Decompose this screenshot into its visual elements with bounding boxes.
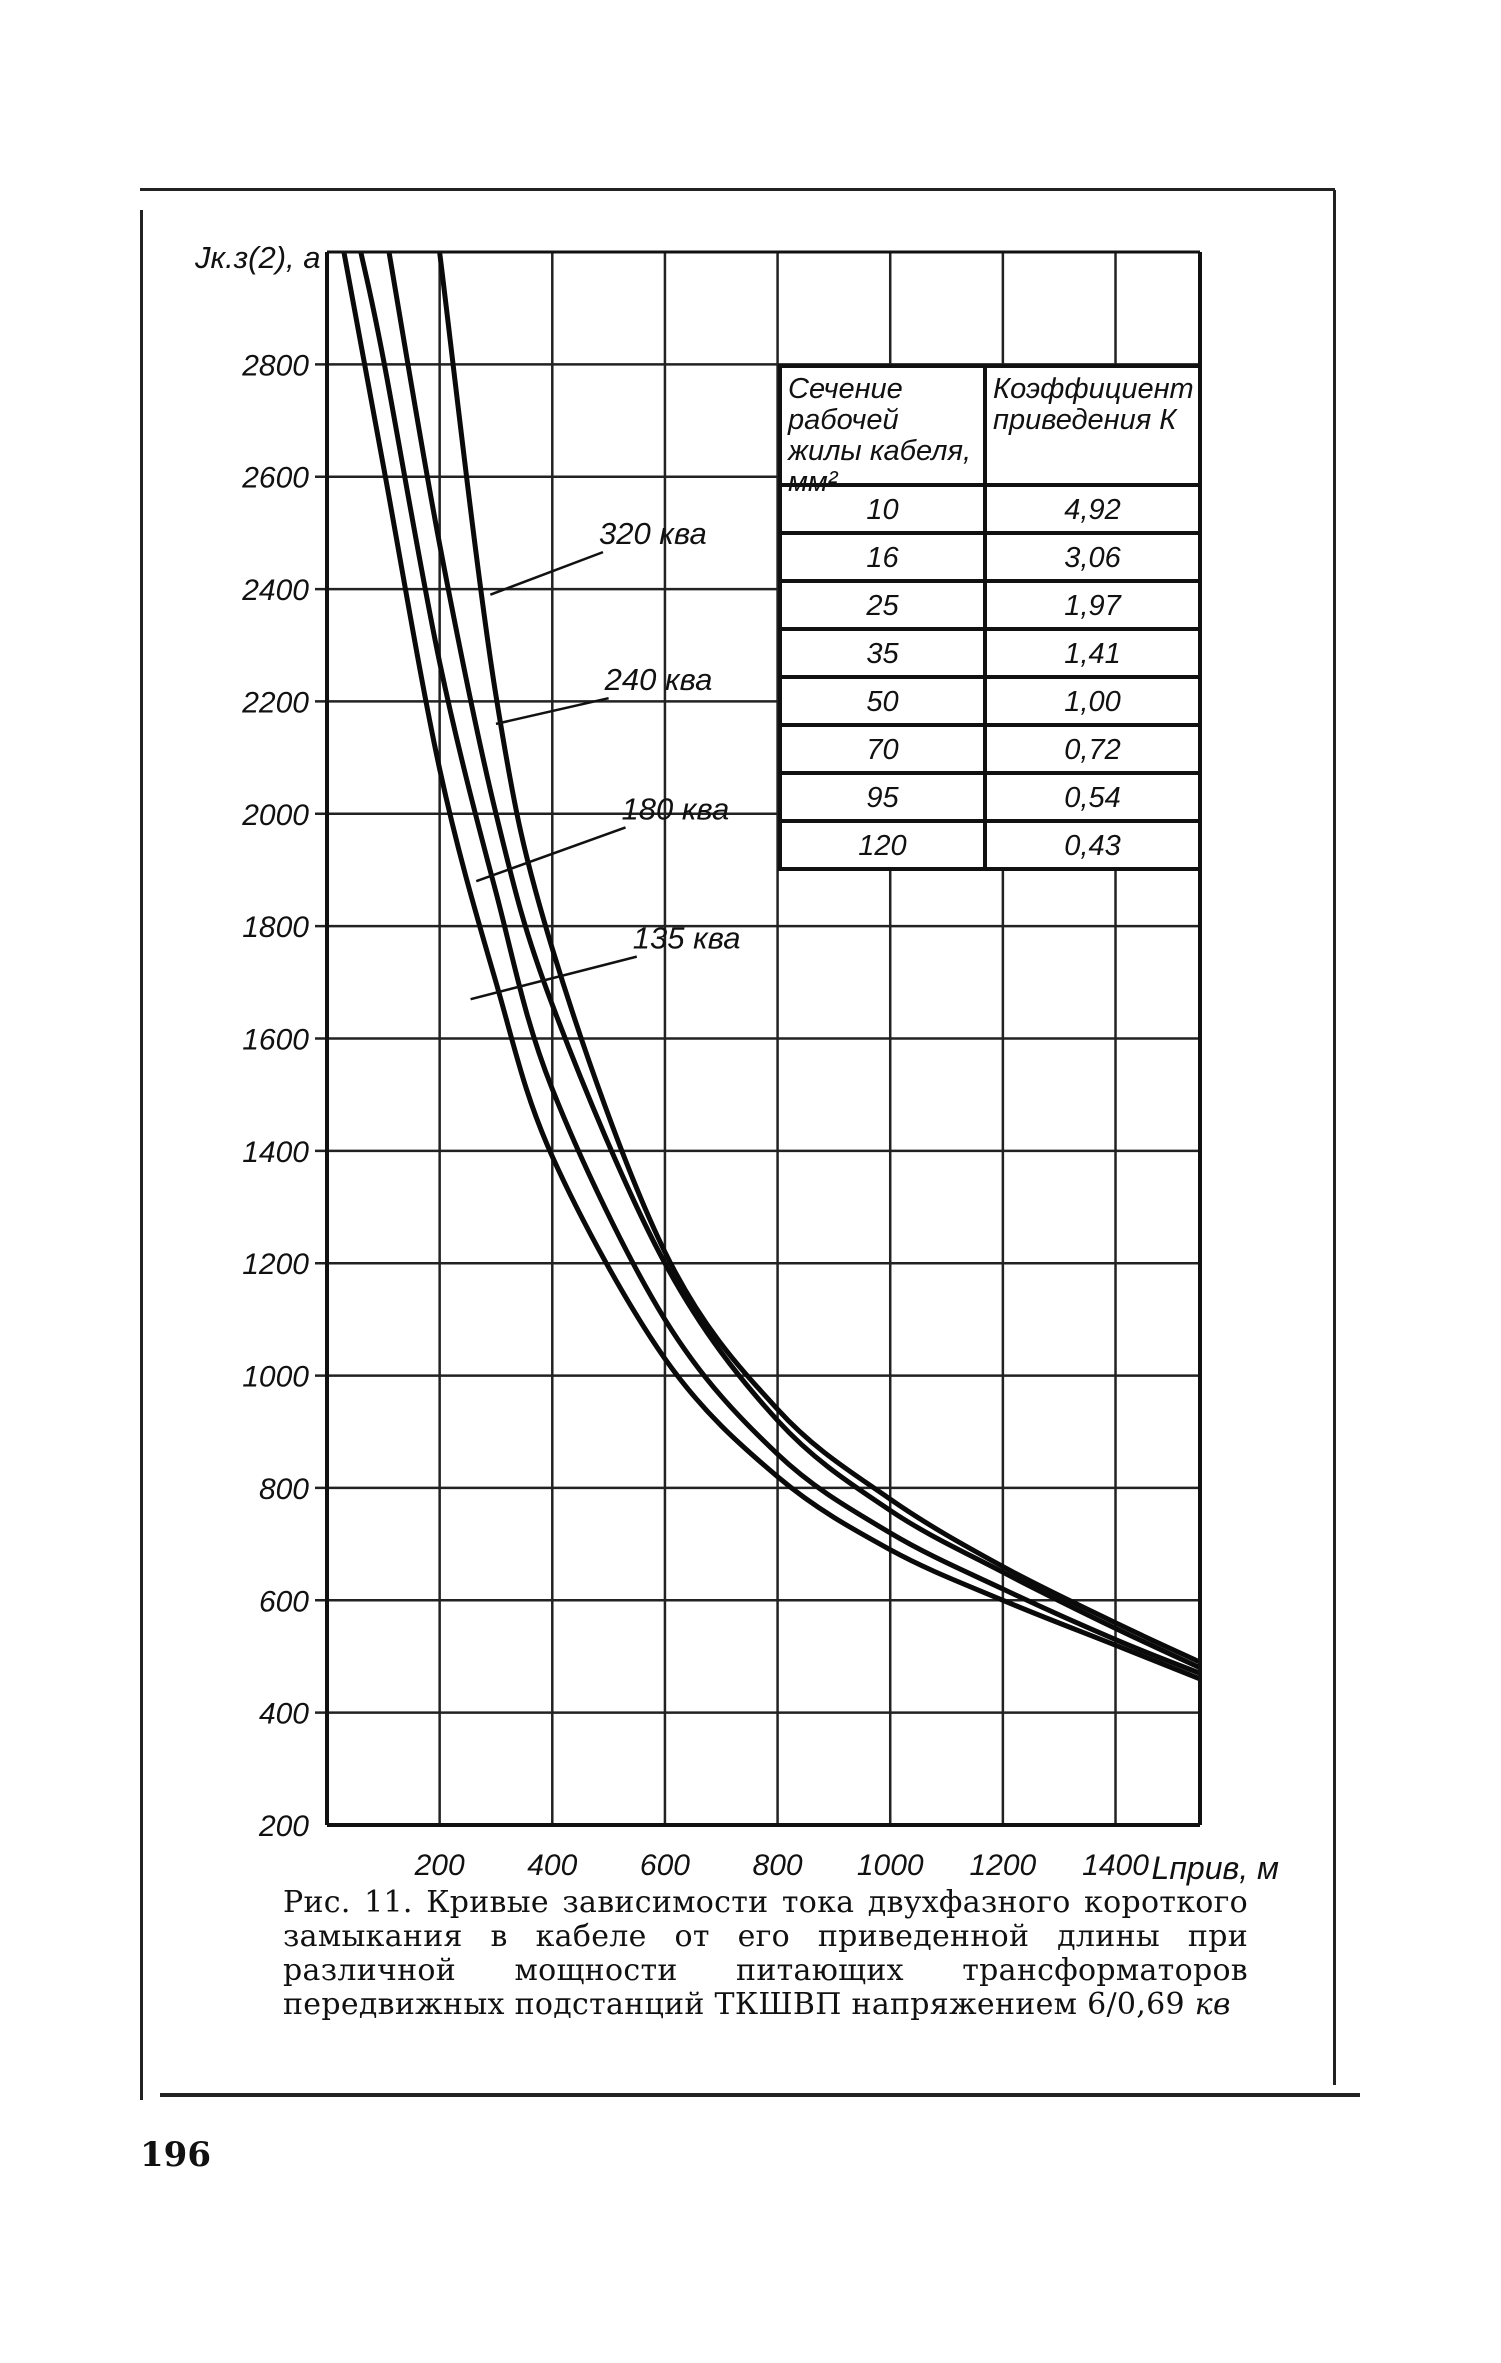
curve-label: 180 ква bbox=[621, 791, 730, 827]
table-cell-coefficient: 1,41 bbox=[1064, 638, 1121, 670]
curve-label: 320 ква bbox=[598, 516, 707, 552]
y-tick-label: 1800 bbox=[242, 911, 309, 945]
x-tick-label: 800 bbox=[752, 1849, 803, 1882]
curve-label-leader bbox=[476, 827, 625, 881]
table-cell-coefficient: 3,06 bbox=[1064, 542, 1121, 574]
table-cell-coefficient: 0,43 bbox=[1064, 830, 1121, 862]
y-tick-label: 1000 bbox=[242, 1360, 309, 1394]
table-header-coefficient bbox=[993, 373, 1194, 436]
table-cell-coefficient: 0,72 bbox=[1064, 734, 1121, 766]
table-header-section-line: мм² bbox=[788, 466, 838, 498]
figure-caption bbox=[283, 1886, 1248, 2022]
x-axis-label: Lприв, м bbox=[1151, 1850, 1279, 1886]
table-cell-section: 95 bbox=[866, 782, 899, 814]
table-header-coefficient-line: Коэффициент bbox=[993, 373, 1194, 405]
curve-label: 135 ква bbox=[632, 920, 741, 956]
table-cell-coefficient: 1,00 bbox=[1064, 686, 1121, 718]
table-cell-section: 50 bbox=[866, 686, 899, 718]
x-tick-label: 400 bbox=[527, 1849, 578, 1882]
table-cell-section: 25 bbox=[866, 590, 899, 622]
table-cell-section: 120 bbox=[858, 830, 907, 862]
y-axis-label: Jк.з(2), а bbox=[195, 240, 321, 275]
x-tick-label: 1200 bbox=[969, 1849, 1037, 1882]
table-cell-coefficient: 4,92 bbox=[1064, 494, 1121, 526]
table-cell-coefficient: 0,54 bbox=[1064, 782, 1121, 814]
y-tick-label: 2200 bbox=[242, 686, 309, 720]
y-tick-label: 2000 bbox=[242, 798, 309, 832]
y-tick-label: 1200 bbox=[242, 1248, 309, 1282]
y-tick-label: 600 bbox=[258, 1585, 309, 1619]
table-header-section-line: жилы кабеля, bbox=[788, 435, 972, 467]
y-tick-label: 2400 bbox=[242, 574, 309, 608]
x-tick-label: 1000 bbox=[856, 1849, 924, 1882]
y-tick-label: 1600 bbox=[242, 1023, 309, 1057]
table-header-coefficient-line: приведения К bbox=[993, 404, 1177, 436]
x-tick-label: 1400 bbox=[1082, 1849, 1149, 1882]
table-cell-section: 35 bbox=[866, 638, 899, 670]
table-cell-section: 70 bbox=[866, 734, 899, 766]
page-number: 196 bbox=[140, 2135, 211, 2175]
y-tick-label: 400 bbox=[258, 1697, 309, 1731]
caption-text: Рис. 11. Кривые зависимости тока двухфазного короткого замыкания в кабеле от его приведенной длины при различной мощности питающих трансформаторов передвижных подстанций ТКШВП напряжением 6/0,69 bbox=[283, 1885, 1248, 2022]
coefficient-table bbox=[780, 366, 1200, 869]
y-tick-label: 2600 bbox=[242, 461, 309, 495]
y-tick-label: 800 bbox=[258, 1472, 309, 1506]
table-header-section-line: Сечение bbox=[788, 373, 903, 405]
curve-label: 240 ква bbox=[604, 662, 713, 698]
caption-unit: кв bbox=[1194, 1987, 1231, 2022]
table-cell-coefficient: 1,97 bbox=[1064, 590, 1121, 622]
y-tick-label: 200 bbox=[258, 1810, 309, 1843]
table-cell-section: 10 bbox=[866, 494, 899, 526]
table-cell-section: 16 bbox=[866, 542, 899, 574]
x-tick-label: 600 bbox=[639, 1849, 690, 1882]
x-tick-label: 200 bbox=[414, 1849, 465, 1882]
y-tick-label: 1400 bbox=[242, 1135, 309, 1169]
y-tick-label: 2800 bbox=[242, 349, 309, 383]
table-header-section-line: рабочей bbox=[788, 404, 899, 436]
